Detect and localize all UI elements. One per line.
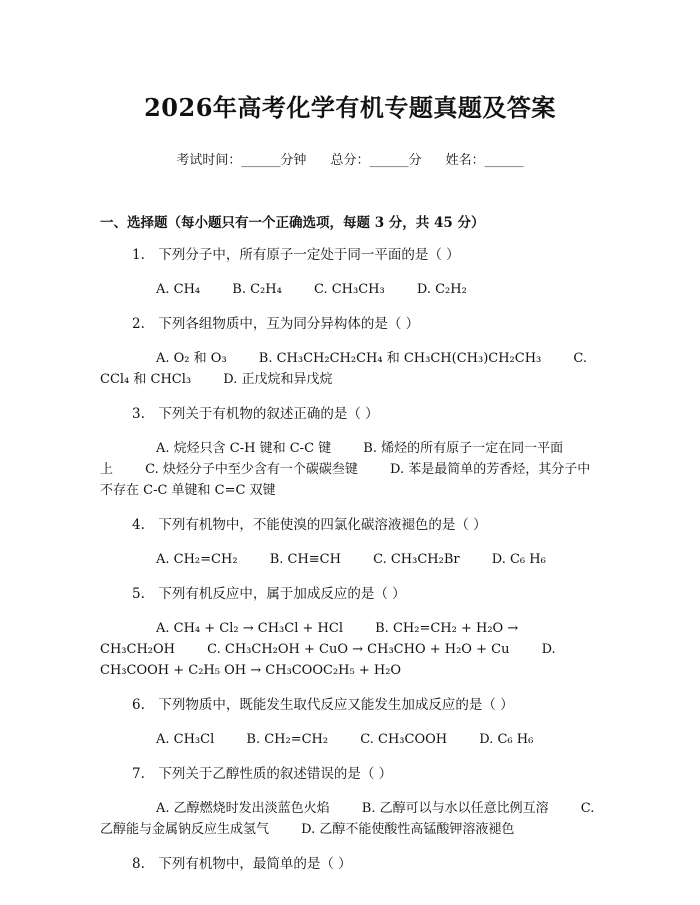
question-4 — [100, 515, 600, 570]
option-c: C. CH₃COOH — [360, 732, 448, 747]
question-stem: 6. 下列物质中，既能发生取代反应又能发生加成反应的是（ ） — [132, 697, 514, 713]
question-stem: 7. 下列关于乙醇性质的叙述错误的是（ ） — [132, 766, 393, 782]
option-b: B. CH₃CH₂CH₂CH₄ 和 CH₃CH(CH₃)CH₂CH₃ — [258, 351, 542, 366]
exam-name: 姓名：______ — [445, 153, 524, 168]
option-d: D. 苯是最简单的芳香烃，其分子中不存在 C-C 单键和 C=C 双键 — [100, 462, 591, 498]
question-6 — [100, 695, 600, 750]
question-1 — [100, 245, 600, 300]
question-stem: 2. 下列各组物质中，互为同分异构体的是（ ） — [132, 316, 420, 332]
option-d: D. C₆ H₆ — [479, 732, 534, 747]
option-a: A. CH₂=CH₂ — [156, 552, 238, 567]
question-options — [100, 279, 600, 300]
option-a: A. 烷烃只含 C-H 键和 C-C 键 — [156, 441, 332, 456]
question-options — [100, 618, 600, 681]
option-b: B. C₂H₄ — [232, 282, 282, 297]
question-stem: 5. 下列有机反应中，属于加成反应的是（ ） — [132, 586, 406, 602]
question-options — [100, 729, 600, 750]
option-d: D. C₂H₂ — [416, 282, 467, 297]
option-c: C. CH₃CH₂OH + CuO → CH₃CHO + H₂O + Cu — [207, 642, 510, 657]
option-c: C. CH₃CH₂Br — [373, 552, 460, 567]
question-3 — [100, 404, 600, 501]
option-b: B. 烯烃的所有原子一定在同一平面上 — [100, 441, 564, 477]
option-c: C. 炔烃分子中至少含有一个碳碳叁键 — [145, 462, 358, 477]
option-a: A. CH₃Cl — [156, 732, 215, 747]
option-b: B. CH₂=CH₂ — [246, 732, 329, 747]
question-7 — [100, 764, 600, 840]
option-c: C. CH₃CH₃ — [313, 282, 385, 297]
question-options — [100, 798, 600, 840]
option-d: D. 乙醇不能使酸性高锰酸钾溶液褪色 — [301, 822, 515, 837]
option-d: D. 正戊烷和异戊烷 — [223, 372, 333, 387]
option-a: A. 乙醇燃烧时发出淡蓝色火焰 — [156, 801, 330, 816]
option-a: A. CH₄ + Cl₂ → CH₃Cl + HCl — [156, 621, 343, 636]
page-title: 2026年高考化学有机专题真题及答案 — [144, 93, 556, 122]
question-stem: 1. 下列分子中，所有原子一定处于同一平面的是（ ） — [132, 247, 460, 263]
option-a: A. O₂ 和 O₃ — [156, 351, 227, 366]
question-8 — [100, 854, 600, 875]
option-c: C. 乙醇能与金属钠反应生成氢气 — [100, 801, 595, 837]
question-stem: 4. 下列有机物中，不能使溴的四氯化碳溶液褪色的是（ ） — [132, 517, 487, 533]
question-stem: 3. 下列关于有机物的叙述正确的是（ ） — [132, 406, 379, 422]
question-stem: 8. 下列有机物中，最简单的是（ ） — [132, 856, 352, 872]
question-5 — [100, 584, 600, 681]
option-b: B. CH₂=CH₂ + H₂O → CH₃CH₂OH — [100, 621, 519, 657]
option-b: B. 乙醇可以与水以任意比例互溶 — [361, 801, 549, 816]
question-options — [100, 438, 600, 501]
question-2 — [100, 314, 600, 390]
option-d: D. CH₃COOH + C₂H₅ OH → CH₃COOC₂H₅ + H₂O — [100, 642, 556, 678]
option-b: B. CH≡CH — [269, 552, 341, 567]
question-options — [100, 348, 600, 390]
option-a: A. CH₄ — [156, 282, 201, 297]
exam-time: 考试时间：______分钟 — [176, 153, 307, 168]
option-c: C. CCl₄ 和 CHCl₃ — [100, 351, 588, 387]
exam-score: 总分：______分 — [330, 153, 422, 168]
question-options — [100, 549, 600, 570]
option-d: D. C₆ H₆ — [491, 552, 546, 567]
section-heading: 一、选择题（每小题只有一个正确选项，每题 3 分，共 45 分） — [100, 215, 485, 231]
exam-meta — [100, 149, 600, 168]
